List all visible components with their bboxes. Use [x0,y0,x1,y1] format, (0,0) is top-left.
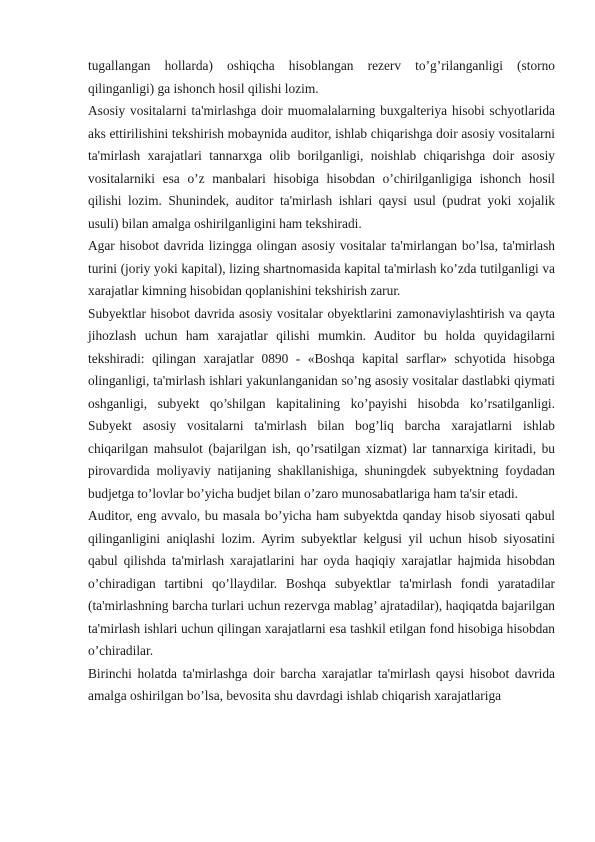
document-page [88,55,555,708]
paragraph-repair-accounting: Asosiy vositalarni ta'mirlashga doir muomalalarning buxgalteriya hisobi schyotlarida aks ettirilishini tekshirish mobaynida auditor, ishlab chiqarishga doir asosiy vositalarni ta'mirlash xarajatlari tannarxga olib borilganligi, noishlab chiqarishga doir asosiy vositalarniki esa o’z manbalari hisobiga hisobdan o’chirilganligiga ishonch hosil qilishi lozim. Shunindek, auditor ta'mirlash ishlari qaysi usul (pudrat yoki xojalik usuli) bilan amalga oshirilganligini ham tekshiradi. [88,103,555,231]
paragraph-modernization: Subyektlar hisobot davrida asosiy vositalar obyektlarini zamonaviylashtirish va qayta jihozlash uchun ham xarajatlar qilishi mumkin. Auditor bu holda quyidagilarni tekshiradi: qilingan xarajatlar 0890 - «Boshqa kapital sarflar» schyotida hisobga olinganligi, ta'mirlash ishlari yakunlanganidan so’ng asosiy vositalar dastlabki qiymati oshganligi, subyekt qo’shilgan kapitalining ko’payishi hisobda ko’rsatilganligi. Subyekt asosiy vositalarni ta'mirlash bilan bog’liq barcha xarajatlarni ishlab chiqarilgan mahsulot (bajarilgan ish, qo’rsatilgan xizmat) lar tannarxiga kiritadi, bu pirovardida moliyaviy natijaning shakllanishiga, shuningdek subyektning foydadan budjetga to’lovlar bo’yicha budjet bilan o’zaro munosabatlariga ham ta'sir etadi. [88,305,555,501]
paragraph-reserve-correction: tugallangan hollarda) oshiqcha hisoblangan rezerv to’g’rilanganligi (storno qilinganligi) ga ishonch hosil qilishi lozim. [88,58,555,96]
paragraph-first-case: Birinchi holatda ta'mirlashga doir barcha xarajatlar ta'mirlash qaysi hisobot davrida amalga oshirilgan bo’lsa, bevosita shu davrdagi ishlab chiqarish xarajatlariga [88,665,555,703]
paragraph-accounting-policy: Auditor, eng avvalo, bu masala bo’yicha ham subyektda qanday hisob siyosati qabul qilinganligini aniqlashi lozim. Ayrim subyektlar kelgusi yil uchun hisob siyosatini qabul qilishda ta'mirlash xarajatlarini har oyda haqiqiy xarajatlar hajmida hisobdan o’chiradigan tartibni qo’llaydilar. Boshqa subyektlar ta'mirlash fondi yaratadilar (ta'mirlashning barcha turlari uchun rezervga mablag’ ajratadilar), haqiqatda bajarilgan ta'mirlash ishlari uchun qilingan xarajatlarni esa tashkil etilgan fond hisobiga hisobdan o’chiradilar. [88,508,555,658]
paragraph-leasing-repair: Agar hisobot davrida lizingga olingan asosiy vositalar ta'mirlangan bo’lsa, ta'mirlash turini (joriy yoki kapital), lizing shartnomasida kapital ta'mirlash ko’zda tutilganligi va xarajatlar kimning hisobidan qoplanishini tekshirish zarur. [88,238,555,298]
